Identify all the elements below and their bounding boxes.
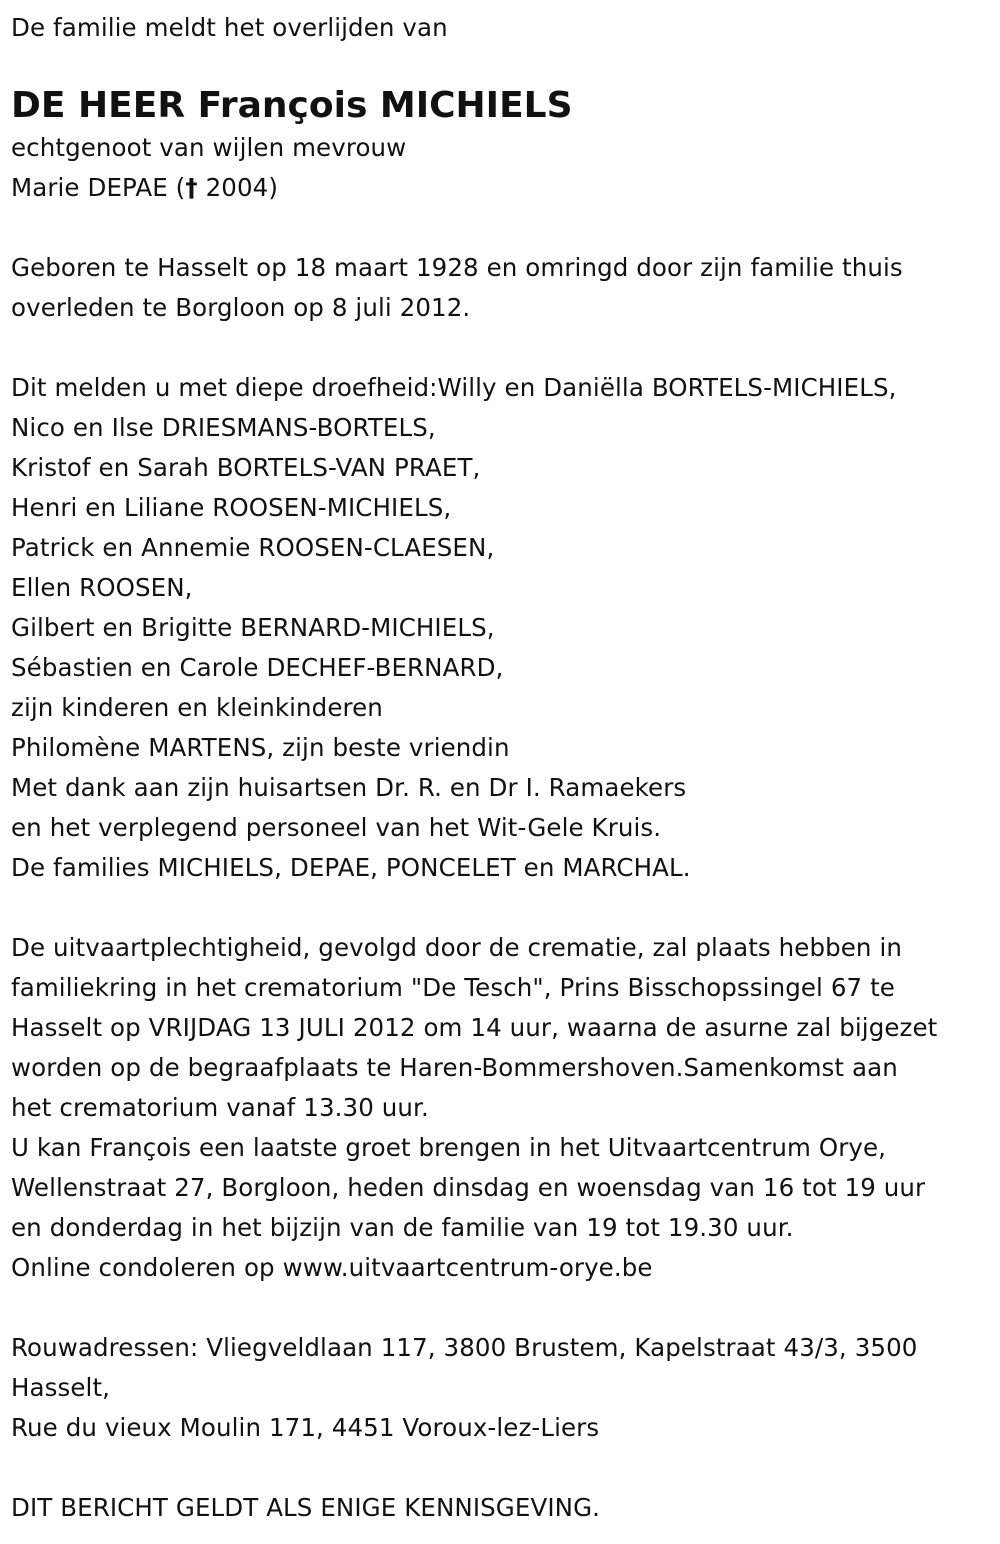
mourner-line: Dit melden u met diepe droefheid:Willy en Daniëlla BORTELS-MICHIELS, bbox=[11, 373, 897, 402]
mourners-list bbox=[11, 368, 991, 888]
mourner-line: en het verplegend personeel van het Wit-Gele Kruis. bbox=[11, 813, 662, 842]
deceased-name: DE HEER François MICHIELS bbox=[11, 85, 573, 126]
death-notice bbox=[11, 8, 991, 1528]
address-line: Rue du vieux Moulin 171, 4451 Voroux-lez-Liers bbox=[11, 1413, 600, 1442]
mourner-line: Nico en Ilse DRIESMANS-BORTELS, bbox=[11, 413, 436, 442]
address-line: Rouwadressen: Vliegveldlaan 117, 3800 Brustem, Kapelstraat 43/3, 3500 bbox=[11, 1333, 918, 1362]
birth-death-paragraph bbox=[11, 248, 991, 328]
closing-statement: DIT BERICHT GELDT ALS ENIGE KENNISGEVING. bbox=[11, 1493, 601, 1522]
spacer bbox=[11, 328, 991, 368]
cross-icon: † bbox=[185, 173, 198, 202]
spacer bbox=[11, 1288, 991, 1328]
addresses-paragraph bbox=[11, 1328, 991, 1448]
mourner-line: Met dank aan zijn huisartsen Dr. R. en Dr I. Ramaekers bbox=[11, 773, 687, 802]
spacer bbox=[11, 208, 991, 248]
ceremony-line: familiekring in het crematorium "De Tesch", Prins Bisschopssingel 67 te bbox=[11, 973, 895, 1002]
ceremony-paragraph bbox=[11, 928, 991, 1288]
ceremony-line: U kan François een laatste groet brengen in het Uitvaartcentrum Orye, bbox=[11, 1133, 887, 1162]
address-line: Hasselt, bbox=[11, 1373, 111, 1402]
mourner-line: zijn kinderen en kleinkinderen bbox=[11, 693, 383, 722]
spouse-name: Marie DEPAE ( bbox=[11, 173, 186, 202]
spouse-line: echtgenoot van wijlen mevrouw bbox=[11, 133, 407, 162]
spouse-name-line bbox=[11, 168, 991, 208]
mourner-line: Patrick en Annemie ROOSEN-CLAESEN, bbox=[11, 533, 495, 562]
spacer bbox=[11, 888, 991, 928]
ceremony-line: Hasselt op VRIJDAG 13 JULI 2012 om 14 uur, waarna de asurne zal bijgezet bbox=[11, 1013, 938, 1042]
condolence-website-line: Online condoleren op www.uitvaartcentrum-orye.be bbox=[11, 1253, 653, 1282]
ceremony-line: De uitvaartplechtigheid, gevolgd door de crematie, zal plaats hebben in bbox=[11, 933, 902, 962]
mourner-line: Gilbert en Brigitte BERNARD-MICHIELS, bbox=[11, 613, 495, 642]
mourner-line: De families MICHIELS, DEPAE, PONCELET en MARCHAL. bbox=[11, 853, 691, 882]
spacer bbox=[11, 1448, 991, 1488]
mourner-line: Henri en Liliane ROOSEN-MICHIELS, bbox=[11, 493, 452, 522]
mourner-line: Sébastien en Carole DECHEF-BERNARD, bbox=[11, 653, 504, 682]
intro-text: De familie meldt het overlijden van bbox=[11, 13, 448, 42]
ceremony-line: en donderdag in het bijzijn van de familie van 19 tot 19.30 uur. bbox=[11, 1213, 794, 1242]
ceremony-line: het crematorium vanaf 13.30 uur. bbox=[11, 1093, 429, 1122]
ceremony-line: worden op de begraafplaats te Haren-Bommershoven.Samenkomst aan bbox=[11, 1053, 898, 1082]
paragraph-line: Geboren te Hasselt op 18 maart 1928 en omringd door zijn familie thuis bbox=[11, 253, 903, 282]
mourner-line: Kristof en Sarah BORTELS-VAN PRAET, bbox=[11, 453, 481, 482]
mourner-line: Philomène MARTENS, zijn beste vriendin bbox=[11, 733, 510, 762]
mourner-line: Ellen ROOSEN, bbox=[11, 573, 193, 602]
paragraph-line: overleden te Borgloon op 8 juli 2012. bbox=[11, 293, 471, 322]
ceremony-line: Wellenstraat 27, Borgloon, heden dinsdag en woensdag van 16 tot 19 uur bbox=[11, 1173, 926, 1202]
spouse-death-year: 2004) bbox=[197, 173, 278, 202]
